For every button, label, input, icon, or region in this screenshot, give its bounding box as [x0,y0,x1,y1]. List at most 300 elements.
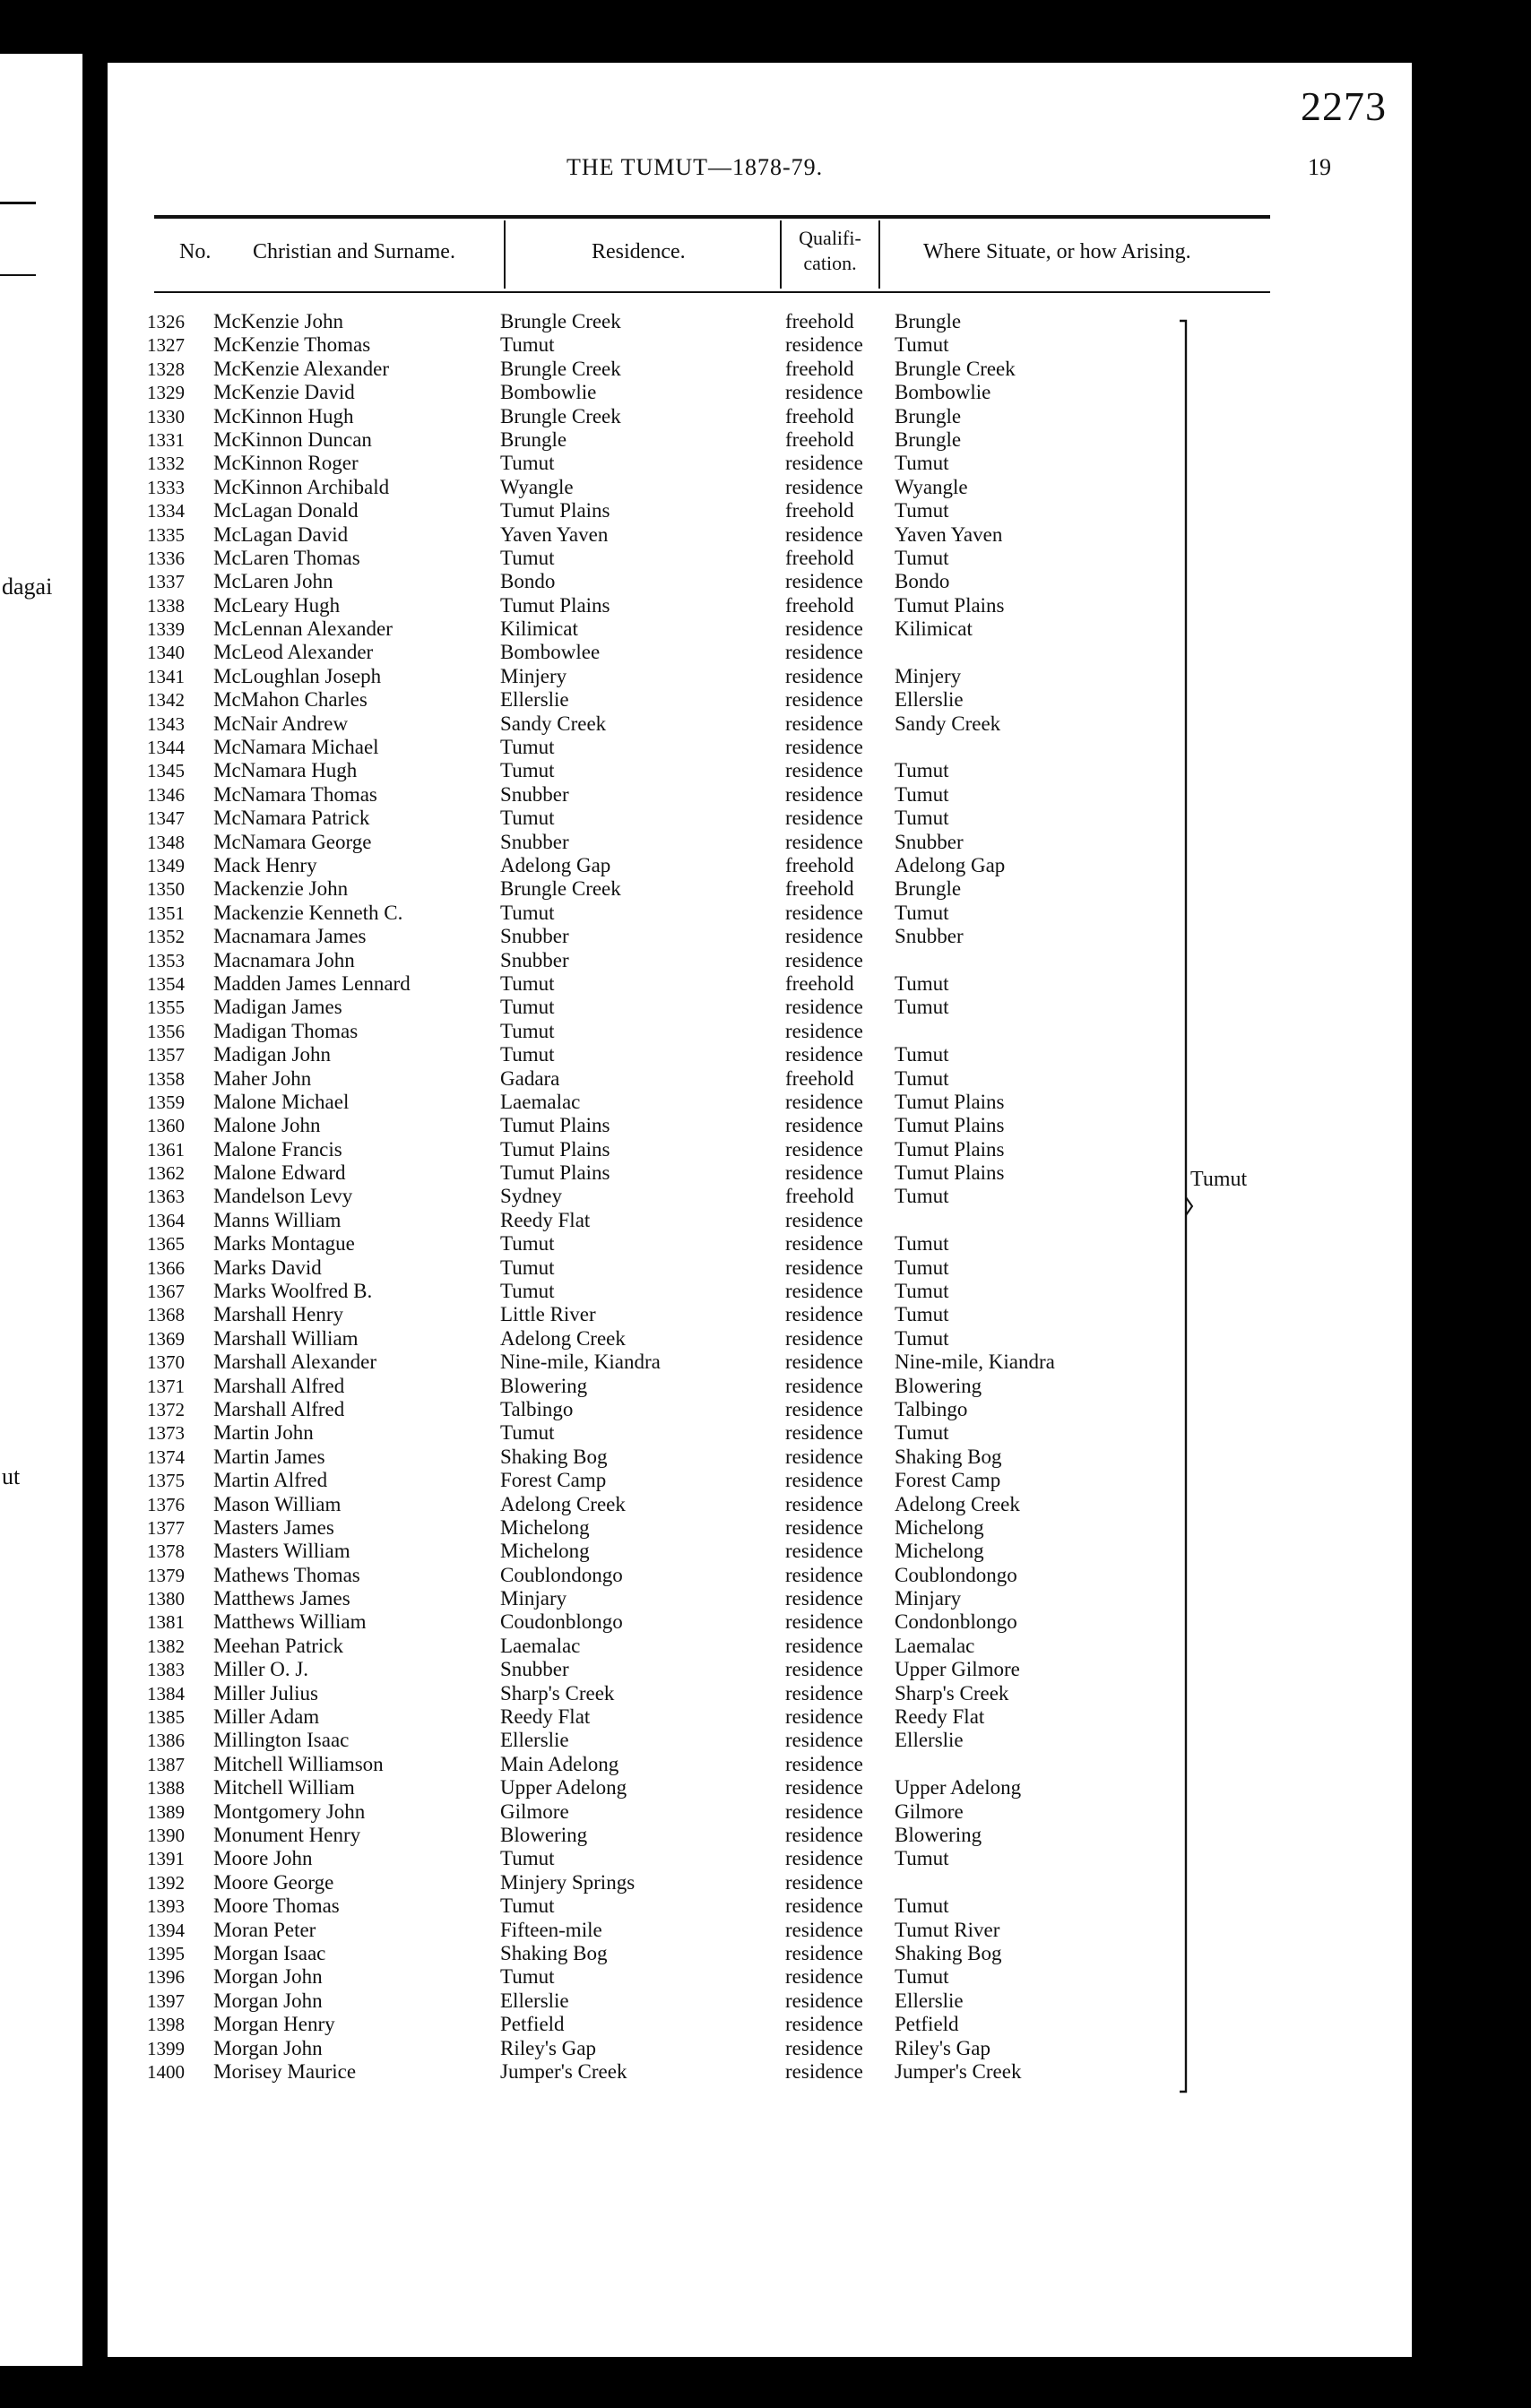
entry-name: McKinnon Hugh [213,404,354,427]
entry-qualification: residence [785,333,863,357]
entry-qualification: residence [785,2013,863,2036]
entry-number: 1343 [147,712,185,735]
table-row [108,1421,1412,1445]
header-qualification [783,226,877,276]
entry-number: 1373 [147,1422,185,1445]
entry-qualification: residence [785,664,863,687]
entry-qualification: residence [785,712,863,735]
entry-number: 1378 [147,1541,185,1563]
entry-where-situate: Tumut [895,1066,949,1090]
entry-qualification: residence [785,1090,863,1113]
entry-number: 1331 [147,428,185,451]
entry-name: Maher John [213,1066,312,1090]
table-row [108,831,1412,854]
entry-name: Madigan James [213,996,342,1019]
entry-name: McNair Andrew [213,712,349,735]
entry-number: 1336 [147,547,185,569]
entry-residence: Tumut Plains [500,1137,610,1161]
entry-qualification: residence [785,475,863,498]
entry-where-situate: Yaven Yaven [895,522,1003,546]
entry-where-situate: Tumut [895,971,949,995]
entry-qualification: residence [785,1563,863,1586]
entry-number: 1375 [147,1470,185,1492]
entry-residence: Tumut [500,1256,555,1279]
entry-residence: Snubber [500,925,569,948]
entry-number: 1350 [147,878,185,901]
entry-where-situate: Wyangle [895,475,968,498]
table-row [108,759,1412,782]
entry-name: Miller Julius [213,1681,318,1705]
entry-residence: Kilimicat [500,617,578,641]
table-row [108,1989,1412,2013]
entry-name: Meehan Patrick [213,1634,343,1657]
entry-name: McKinnon Archibald [213,475,390,498]
header-name: Christian and Surname. [253,240,455,263]
table-row [108,1209,1412,1232]
table-row [108,358,1412,381]
entry-name: Morgan John [213,2036,323,2059]
entry-where-situate: Tumut [895,1326,949,1350]
entry-number: 1326 [147,311,185,332]
entry-qualification: residence [785,1137,863,1161]
entry-qualification: residence [785,901,863,924]
entry-where-situate: Ellerslie [895,1989,964,2012]
entry-where-situate: Tumut [895,1280,949,1303]
entry-qualification: residence [785,1114,863,1137]
entry-qualification: residence [785,688,863,712]
table-row [108,1753,1412,1776]
entry-qualification: residence [785,1326,863,1350]
entry-where-situate: Brungle [895,877,962,901]
entry-residence: Tumut Plains [500,593,610,617]
table-row [108,736,1412,759]
entry-number: 1376 [147,1493,185,1515]
entry-where-situate: Tumut [895,546,949,569]
entry-number: 1328 [147,358,185,380]
entry-where-situate: Laemalac [895,1634,975,1657]
entry-name: Miller O. J. [213,1658,309,1681]
header-residence: Residence. [592,240,686,263]
entry-residence: Minjery Springs [500,1870,636,1894]
entry-where-situate: Shaking Bog [895,1941,1002,1964]
entry-where-situate: Petfield [895,2013,959,2036]
entry-qualification: residence [785,1397,863,1420]
header-rule [154,215,1270,219]
entry-residence: Snubber [500,948,569,971]
entry-qualification: residence [785,1515,863,1539]
entry-where-situate: Coublondongo [895,1563,1017,1586]
entry-number: 1334 [147,500,185,522]
folio-number: 2273 [1301,83,1387,129]
table-row [108,1398,1412,1421]
table-row [108,1610,1412,1634]
entry-number: 1391 [147,1848,185,1870]
entry-residence: Bombowlie [500,381,597,404]
entry-where-situate: Tumut [895,1303,949,1326]
entry-qualification: residence [785,522,863,546]
table-row [108,665,1412,688]
entry-qualification: freehold [785,357,854,380]
entry-where-situate: Tumut [895,807,949,830]
table-row [108,1256,1412,1280]
entry-where-situate: Brungle [895,427,962,451]
entry-number: 1365 [147,1233,185,1256]
entry-number: 1359 [147,1091,185,1113]
entry-where-situate: Forest Camp [895,1469,1001,1492]
entry-qualification: residence [785,1540,863,1563]
entry-residence: Tumut [500,1847,555,1870]
entry-name: Malone Michael [213,1090,350,1113]
entry-number: 1358 [147,1067,185,1090]
entry-number: 1388 [147,1777,185,1800]
entry-number: 1374 [147,1446,185,1468]
table-row [108,2060,1412,2084]
table-row [108,1942,1412,1965]
header-rule [154,291,1270,293]
entry-where-situate: Brungle [895,310,962,332]
table-row [108,2037,1412,2060]
entry-residence: Blowering [500,1374,588,1397]
table-row [108,405,1412,428]
table-row [108,499,1412,522]
table-row [108,617,1412,641]
entry-name: Martin James [213,1445,325,1468]
entry-qualification: residence [785,452,863,475]
entry-name: Moore Thomas [213,1894,340,1918]
entry-where-situate: Tumut [895,1232,949,1256]
facing-page-rule [0,274,36,276]
table-row [108,712,1412,736]
entry-qualification: freehold [785,1066,854,1090]
entry-where-situate: Michelong [895,1515,984,1539]
entry-qualification: residence [785,736,863,759]
entry-number: 1360 [147,1115,185,1137]
entry-name: McNamara Michael [213,736,379,759]
entry-number: 1386 [147,1730,185,1752]
entry-name: McKinnon Roger [213,452,359,475]
entry-residence: Laemalac [500,1634,581,1657]
entry-number: 1398 [147,2014,185,2036]
entry-residence: Tumut [500,1232,555,1256]
entry-residence: Gilmore [500,1800,569,1823]
table-row [108,641,1412,664]
table-row [108,1446,1412,1469]
entry-qualification: freehold [785,404,854,427]
entry-residence: Shaking Bog [500,1941,608,1964]
entry-number: 1349 [147,854,185,876]
table-row [108,972,1412,996]
entry-residence: Tumut [500,901,555,924]
column-separator [878,220,880,289]
entry-qualification: residence [785,782,863,806]
entry-number: 1380 [147,1588,185,1610]
entry-name: Morgan John [213,1989,323,2012]
entry-where-situate: Tumut [895,782,949,806]
entry-number: 1383 [147,1659,185,1681]
entry-number: 1341 [147,665,185,687]
entry-where-situate: Kilimicat [895,617,973,641]
table-row [108,1965,1412,1989]
entry-residence: Tumut [500,1019,555,1042]
table-row [108,1303,1412,1326]
entry-where-situate: Riley's Gap [895,2036,990,2059]
entry-qualification: residence [785,1351,863,1374]
entry-number: 1362 [147,1162,185,1185]
entry-name: McNamara Thomas [213,782,377,806]
table-row [108,1776,1412,1800]
entry-number: 1379 [147,1564,185,1586]
entry-residence: Tumut Plains [500,499,610,522]
entry-number: 1364 [147,1209,185,1231]
entry-name: McKenzie Alexander [213,357,390,380]
table-row [108,523,1412,547]
entry-number: 1389 [147,1800,185,1823]
entry-qualification: residence [785,1610,863,1634]
entry-name: Mitchell Williamson [213,1752,384,1775]
entry-name: Macnamara John [213,948,355,971]
table-row [108,925,1412,948]
entry-residence: Snubber [500,782,569,806]
entry-number: 1397 [147,1989,185,2012]
table-row [108,310,1412,333]
entry-qualification: residence [785,1232,863,1256]
entry-where-situate: Gilmore [895,1800,964,1823]
entry-name: Madigan John [213,1043,331,1066]
entry-where-situate: Sandy Creek [895,712,1001,735]
entry-residence: Reedy Flat [500,1208,591,1231]
entry-where-situate: Tumut [895,333,949,357]
entry-number: 1351 [147,902,185,924]
table-row [108,1232,1412,1256]
entry-number: 1367 [147,1281,185,1303]
table-row [108,877,1412,901]
entry-residence: Ellerslie [500,1729,569,1752]
entry-number: 1385 [147,1706,185,1729]
entry-name: McLaren Thomas [213,546,360,569]
entry-name: Moran Peter [213,1918,316,1941]
entry-residence: Upper Adelong [500,1776,627,1800]
entry-residence: Bombowlee [500,641,601,664]
entry-number: 1353 [147,949,185,971]
table-row [108,854,1412,877]
entry-residence: Tumut [500,971,555,995]
table-row [108,807,1412,830]
entry-qualification: residence [785,570,863,593]
entry-where-situate: Tumut [895,1421,949,1445]
entry-name: Matthews James [213,1587,350,1610]
entry-qualification: residence [785,948,863,971]
entry-number: 1400 [147,2060,185,2083]
header-qualification-line1: Qualifi- [799,227,861,249]
entry-name: Morgan Isaac [213,1941,326,1964]
entry-where-situate: Tumut [895,499,949,522]
entry-residence: Fifteen-mile [500,1918,602,1941]
entry-name: Moore George [213,1870,334,1894]
entry-number: 1330 [147,405,185,427]
entry-residence: Nine-mile, Kiandra [500,1351,661,1374]
entry-residence: Tumut Plains [500,1114,610,1137]
entry-name: Masters William [213,1540,350,1563]
entry-name: Morgan John [213,1965,323,1989]
entry-qualification: freehold [785,499,854,522]
entry-name: McLagan Donald [213,499,359,522]
table-row [108,1114,1412,1137]
entry-name: McNamara Patrick [213,807,370,830]
entry-where-situate: Snubber [895,830,964,853]
table-row [108,1043,1412,1066]
entry-name: Mitchell William [213,1776,355,1800]
entry-name: McKenzie David [213,381,355,404]
entry-number: 1377 [147,1516,185,1539]
entry-residence: Adelong Gap [500,853,611,876]
entry-name: Martin Alfred [213,1469,328,1492]
entry-number: 1357 [147,1044,185,1066]
entry-qualification: residence [785,1729,863,1752]
facing-page-rule [0,202,36,204]
entry-where-situate: Tumut [895,452,949,475]
entry-residence: Petfield [500,2013,565,2036]
entry-name: Mason William [213,1492,342,1515]
entry-residence: Coublondongo [500,1563,623,1586]
entry-qualification: residence [785,1824,863,1846]
entry-residence: Tumut Plains [500,1161,610,1185]
entry-residence: Tumut [500,546,555,569]
entry-where-situate: Brungle Creek [895,357,1016,380]
table-row [108,783,1412,807]
entry-qualification: residence [785,1870,863,1894]
entry-qualification: freehold [785,593,854,617]
entry-qualification: residence [785,996,863,1019]
table-row [108,1067,1412,1091]
entry-residence: Tumut [500,452,555,475]
margin-fragment: ut [2,1463,21,1489]
header-where: Where Situate, or how Arising. [923,240,1191,263]
entry-number: 1384 [147,1682,185,1705]
entry-residence: Brungle [500,427,567,451]
entry-number: 1354 [147,972,185,995]
entry-number: 1371 [147,1375,185,1397]
entry-qualification: residence [785,807,863,830]
entry-qualification: residence [785,1208,863,1231]
entry-number: 1369 [147,1327,185,1350]
table-row [108,1894,1412,1918]
entry-name: Masters James [213,1515,334,1539]
entry-residence: Tumut [500,1421,555,1445]
page-number: 19 [1308,154,1331,180]
entry-residence: Brungle Creek [500,404,621,427]
entry-name: McLennan Alexander [213,617,393,641]
entry-where-situate: Tumut Plains [895,1137,1005,1161]
table-row [108,1375,1412,1398]
entry-qualification: residence [785,1752,863,1775]
entry-number: 1399 [147,2037,185,2059]
entry-name: Mathews Thomas [213,1563,360,1586]
table-row [108,1587,1412,1610]
entry-name: McKenzie Thomas [213,333,371,357]
entry-residence: Brungle Creek [500,310,621,332]
entry-qualification: residence [785,1280,863,1303]
entry-residence: Tumut [500,1965,555,1989]
entry-number: 1335 [147,523,185,546]
entry-residence: Wyangle [500,475,574,498]
entry-name: McLeary Hugh [213,593,341,617]
entry-name: Montgomery John [213,1800,366,1823]
table-row [108,1091,1412,1114]
entry-residence: Sydney [500,1185,562,1208]
entry-where-situate: Blowering [895,1374,982,1397]
facing-page-edge [0,54,82,2366]
table-row [108,333,1412,357]
table-row [108,1871,1412,1894]
table-row [108,1635,1412,1658]
entry-qualification: residence [785,641,863,664]
entry-number: 1345 [147,760,185,782]
margin-fragment: dagai [2,574,53,600]
entry-residence: Blowering [500,1824,588,1846]
entry-name: Miller Adam [213,1705,320,1729]
entry-number: 1366 [147,1256,185,1279]
entry-qualification: residence [785,1587,863,1610]
entry-number: 1390 [147,1825,185,1846]
table-row [108,452,1412,475]
entry-number: 1355 [147,997,185,1019]
entry-qualification: freehold [785,971,854,995]
entry-where-situate: Blowering [895,1824,982,1846]
entry-name: Moore John [213,1847,313,1870]
entry-where-situate: Adelong Gap [895,853,1006,876]
entry-number: 1340 [147,642,185,664]
entry-qualification: residence [785,1374,863,1397]
entry-number: 1329 [147,382,185,404]
entry-where-situate: Tumut [895,996,949,1019]
table-row [108,1682,1412,1705]
entry-number: 1393 [147,1895,185,1918]
entry-name: Marks Woolfred B. [213,1280,373,1303]
entry-name: McNamara George [213,830,372,853]
entry-qualification: residence [785,2059,863,2083]
entry-number: 1333 [147,476,185,498]
entry-name: Marshall Henry [213,1303,343,1326]
entry-qualification: residence [785,759,863,782]
brace-label: Tumut [1190,1168,1248,1191]
voter-list [108,310,1412,2084]
entry-residence: Main Adelong [500,1752,619,1775]
entry-name: McNamara Hugh [213,759,358,782]
table-row [108,1516,1412,1540]
table-row [108,1351,1412,1374]
entry-where-situate: Snubber [895,925,964,948]
entry-number: 1347 [147,807,185,830]
entry-number: 1338 [147,594,185,617]
table-row [108,1493,1412,1516]
entry-number: 1356 [147,1020,185,1042]
table-row [108,996,1412,1019]
entry-name: Mackenzie John [213,877,349,901]
entry-where-situate: Upper Gilmore [895,1658,1020,1681]
entry-where-situate: Sharp's Creek [895,1681,1009,1705]
entry-name: Marshall Alfred [213,1374,345,1397]
entry-residence: Minjery [500,664,567,687]
entry-residence: Adelong Creek [500,1492,626,1515]
entry-residence: Yaven Yaven [500,522,609,546]
entry-name: Marks Montague [213,1232,355,1256]
entry-residence: Tumut [500,1280,555,1303]
entry-qualification: residence [785,1019,863,1042]
table-row [108,1327,1412,1351]
entry-where-situate: Tumut Plains [895,1090,1005,1113]
entry-where-situate: Tumut Plains [895,593,1005,617]
entry-name: Mackenzie Kenneth C. [213,901,403,924]
